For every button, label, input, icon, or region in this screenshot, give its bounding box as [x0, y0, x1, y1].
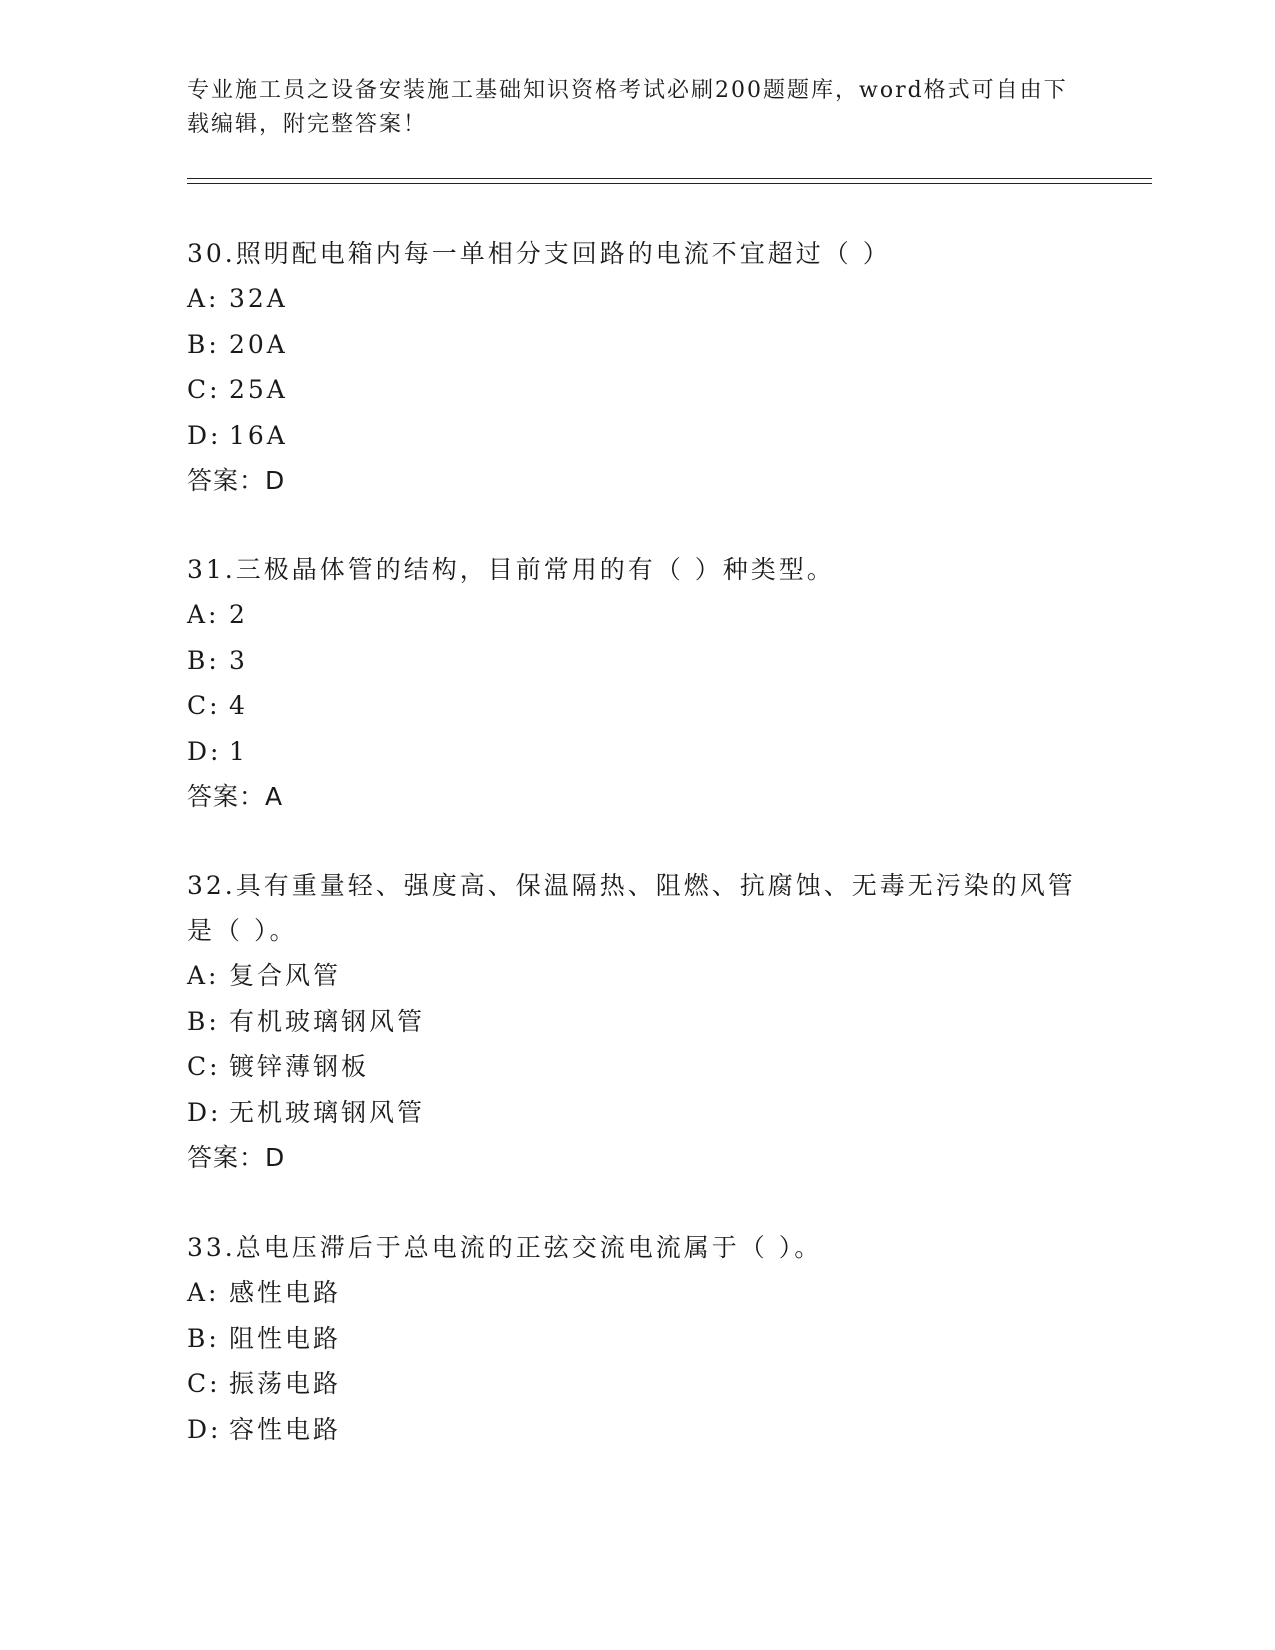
question-33	[187, 1225, 1087, 1452]
option-text: 16A	[229, 420, 288, 450]
option-text: 复合风管	[229, 961, 342, 990]
option-text: 感性电路	[229, 1278, 342, 1307]
option-letter: C:	[187, 375, 221, 404]
option-a	[187, 592, 1087, 638]
option-letter: A:	[187, 600, 220, 629]
option-text: 容性电路	[229, 1414, 342, 1444]
option-letter: C:	[187, 1052, 221, 1081]
answer-line: 答案：D	[187, 466, 286, 495]
option-d	[187, 1407, 1087, 1453]
option-text: 1	[229, 736, 248, 766]
question-stem: 32.具有重量轻、强度高、保温隔热、阻燃、抗腐蚀、无毒无污染的风管是（ ）。	[187, 871, 1076, 945]
option-d	[187, 1090, 1087, 1136]
answer-line: 答案：A	[187, 782, 284, 811]
option-text: 2	[229, 600, 248, 629]
option-letter: B:	[187, 329, 220, 359]
option-letter: C:	[187, 1369, 221, 1398]
option-letter: A:	[187, 1278, 220, 1307]
option-text: 20A	[229, 329, 288, 359]
option-letter: B:	[187, 1323, 220, 1353]
option-text: 25A	[229, 375, 288, 404]
option-text: 4	[229, 691, 248, 720]
option-d	[187, 413, 1087, 459]
option-a	[187, 1270, 1087, 1316]
option-a	[187, 953, 1087, 999]
option-letter: D:	[187, 736, 222, 766]
question-32	[187, 863, 1087, 1180]
option-text: 振荡电路	[229, 1369, 342, 1398]
option-b	[187, 322, 1087, 368]
option-letter: B:	[187, 1006, 220, 1036]
option-text: 有机玻璃钢风管	[229, 1006, 426, 1036]
option-b	[187, 638, 1087, 684]
option-letter: D:	[187, 1414, 222, 1444]
answer-line: 答案：D	[187, 1143, 286, 1172]
option-text: 镀锌薄钢板	[229, 1052, 370, 1081]
option-c	[187, 1361, 1087, 1407]
option-a	[187, 276, 1087, 322]
option-letter: B:	[187, 645, 220, 675]
option-letter: D:	[187, 1097, 222, 1127]
header-divider-bottom	[187, 183, 1152, 184]
header-divider-top	[187, 178, 1152, 179]
option-letter: A:	[187, 961, 220, 990]
option-c	[187, 683, 1087, 729]
option-b	[187, 999, 1087, 1045]
option-c	[187, 1044, 1087, 1090]
option-letter: C:	[187, 691, 221, 720]
option-text: 32A	[229, 284, 288, 313]
option-c	[187, 367, 1087, 413]
question-stem: 31.三极晶体管的结构，目前常用的有（ ）种类型。	[187, 555, 835, 584]
option-letter: A:	[187, 284, 220, 313]
option-text: 无机玻璃钢风管	[229, 1097, 426, 1127]
option-b	[187, 1316, 1087, 1362]
question-30	[187, 231, 1087, 503]
option-d	[187, 729, 1087, 775]
document-title: 专业施工员之设备安装施工基础知识资格考试必刷200题题库，word格式可自由下载编辑，附完整答案！	[187, 78, 1068, 137]
option-text: 阻性电路	[229, 1323, 342, 1353]
question-31	[187, 547, 1087, 819]
question-stem: 33.总电压滞后于总电流的正弦交流电流属于（ ）。	[187, 1233, 823, 1262]
option-letter: D:	[187, 420, 222, 450]
question-stem: 30.照明配电箱内每一单相分支回路的电流不宜超过（ ）	[187, 239, 891, 268]
option-text: 3	[229, 645, 248, 675]
